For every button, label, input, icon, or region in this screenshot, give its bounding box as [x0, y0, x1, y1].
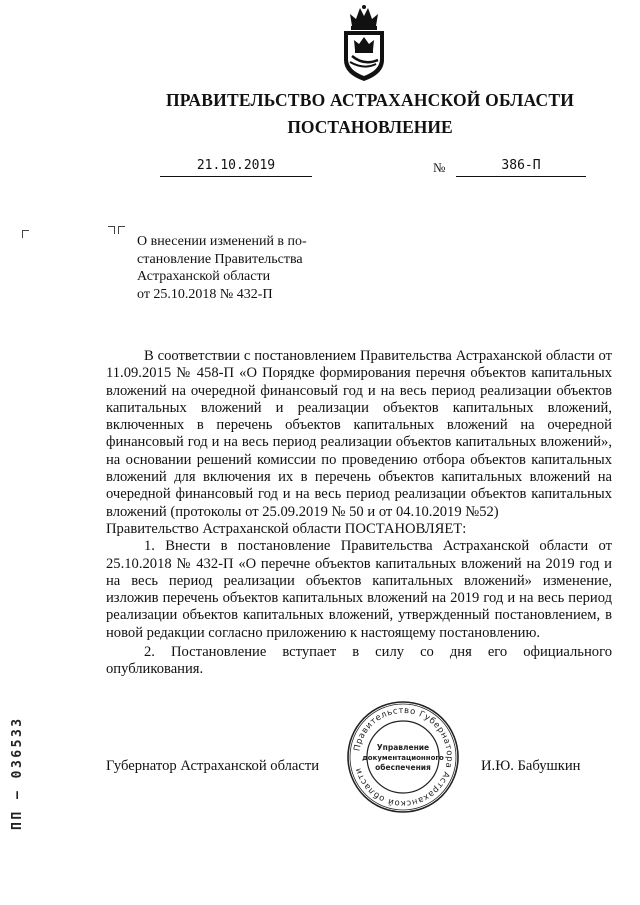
- subject-line: О внесении изменений в по-: [137, 234, 307, 249]
- corner-mark-left: [22, 230, 29, 238]
- document-number: 386-П: [456, 158, 586, 177]
- number-sign: №: [433, 160, 446, 175]
- subject-line: становление Правительства: [137, 251, 303, 267]
- subject-block: [137, 233, 337, 303]
- stamp-center-line: Управление: [376, 743, 430, 752]
- subject-line: от 25.10.2018 № 432-П: [137, 286, 273, 302]
- organization-title: ПРАВИТЕЛЬСТВО АСТРАХАНСКОЙ ОБЛАСТИ: [165, 90, 575, 110]
- preamble-paragraph: В соответствии с постановлением Правительства Астраханской области от 11.09.2015 № 458-П «О Порядке формирования перечня объектов капитальных вложений на очередной финансовый год и на весь период реализации объектов капитальных вложений и реализации объектов капитальных вложений, включенных в перечень объектов капитальных вложений на очередной финансовый год и на весь период реализации объектов капитальных вложений», на основании решений комиссии по проведению отбора объектов капитальных вложений для включения их в перечень объектов капитальных вложений на очередной финансовый год и на весь период реализации объектов капитальных вложений (протоколы от 25.09.2019 № 50 и от 04.10.2019 №52): [106, 348, 612, 520]
- item-2-paragraph: 2. Постановление вступает в силу со дня его официального опубликования.: [106, 644, 612, 678]
- corner-mark-mid: [108, 226, 115, 234]
- corner-mark-right: [118, 226, 125, 234]
- official-stamp: [346, 700, 460, 814]
- form-serial-code: ПП – 036533: [10, 716, 25, 830]
- signer-name: И.Ю. Бабушкин: [481, 758, 581, 774]
- document-type: ПОСТАНОВЛЕНИЕ: [287, 117, 453, 137]
- stamp-center-line: документационного: [362, 754, 444, 762]
- coat-of-arms-icon: [338, 4, 390, 82]
- subject-line: Астраханской области: [137, 269, 271, 284]
- stamp-center-line: обеспечения: [375, 763, 431, 772]
- document-date: 21.10.2019: [160, 158, 312, 177]
- document-body: [106, 348, 612, 679]
- signer-title: Губернатор Астраханской области: [106, 758, 320, 774]
- item-1-paragraph: 1. Внести в постановление Правительства Астраханской области от 25.10.2018 № 432-П «О перечне объектов капитальных вложений на 2019 год и на весь период реализации объектов капитальных вложений» изменение, изложив перечень объектов капитальных вложений на 2019 год и на весь период реализации объектов капитальных вложений, утвержденный постановлением, в новой редакции согласно приложению к настоящему постановлению.: [106, 538, 612, 641]
- decree-line: Правительство Астраханской области ПОСТАНОВЛЯЕТ:: [106, 520, 467, 537]
- stamp-ring-text: Правительство Губернатора Астраханской области: [352, 705, 455, 809]
